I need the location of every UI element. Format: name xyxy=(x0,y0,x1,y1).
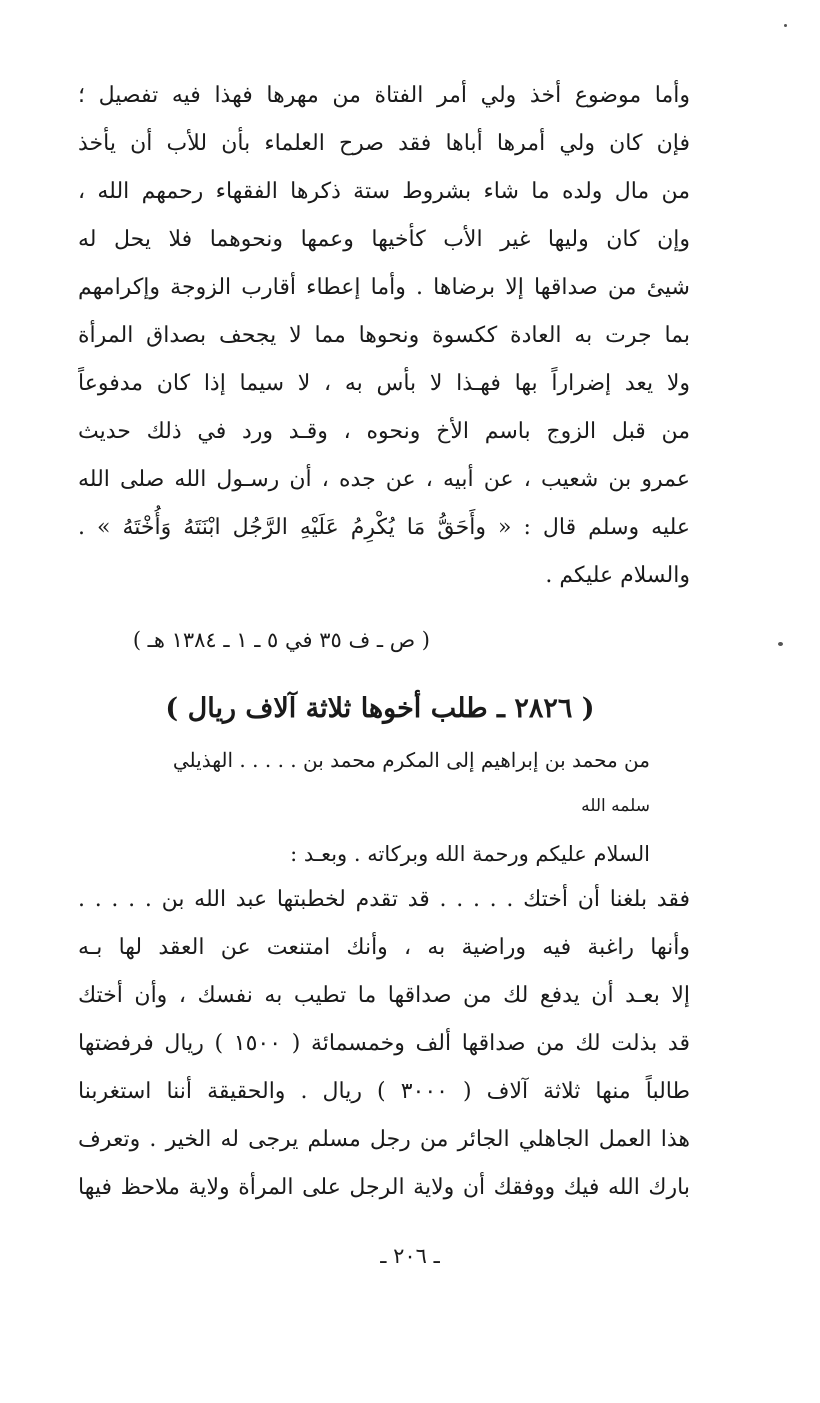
opening-paragraph xyxy=(78,72,690,600)
text-line: بما جرت به العادة ككسوة ونحوها مما لا يجحف بصداق المرأة xyxy=(78,323,690,348)
letter-heading: ( ٢٨٢٦ ـ طلب أخوها ثلاثة آلاف ريال ) xyxy=(165,693,595,724)
letter-body xyxy=(78,876,690,1212)
text-line: عمرو بن شعيب ، عن أبيه ، عن جده ، أن رسـول الله صلى الله xyxy=(78,467,690,492)
text-line: شيئ من صداقها إلا برضاها . وأما إعطاء أقارب الزوجة وإكرامهم xyxy=(78,275,690,300)
text-line: وأنها راغبة فيه وراضية به ، وأنك امتنعت عن العقد لها بـه xyxy=(78,935,690,960)
letter-greeting: السلام عليكم ورحمة الله وبركاته . وبعـد : xyxy=(290,842,650,866)
text-line: قد بذلت لك من صداقها ألف وخمسمائة ( ١٥٠٠ ) ريال فرفضتها xyxy=(78,1031,690,1056)
closing-salutation: والسلام عليكم . xyxy=(545,563,690,588)
scan-speck xyxy=(778,642,783,646)
hadith-line: عليه وسلم قال : « وأَحَقُّ مَا يُكْرِمُ عَلَيْهِ الرَّجُل ابْنَتَهُ وَأُخْتَهُ » . xyxy=(78,515,690,540)
text-line: وإن كان وليها غير الأب كأخيها وعمها ونحوهما فلا يحل له xyxy=(78,227,690,252)
text-line: ولا يعد إضراراً بها فهـذا لا بأس به ، لا سيما إذا كان مدفوعاً xyxy=(78,371,690,396)
text-line: فقد بلغنا أن أختك . . . . . قد تقدم لخطبتها عبد الله بن . . . . . xyxy=(78,887,690,912)
text-line: طالباً منها ثلاثة آلاف ( ٣٠٠٠ ) ريال . والحقيقة أننا استغربنا xyxy=(78,1079,690,1104)
scan-speck xyxy=(784,24,787,27)
text-line: من مال ولده ما شاء بشروط ستة ذكرها الفقهاء رحمهم الله ، xyxy=(78,179,690,204)
text-line: هذا العمل الجاهلي الجائر من رجل مسلم يرجى له الخير . وتعرف xyxy=(78,1127,690,1152)
text-line: بارك الله فيك ووفقك أن ولاية الرجل على المرأة ولاية ملاحظ فيها xyxy=(78,1175,690,1200)
page-number: ـ ٢٠٦ ـ xyxy=(380,1244,440,1268)
text-line: من قبل الزوج باسم الأخ ونحوه ، وقـد ورد في ذلك حديث xyxy=(78,419,690,444)
text-line: وأما موضوع أخذ ولي أمر الفتاة من مهرها فهذا فيه تفصيل ؛ xyxy=(78,83,690,108)
text-line: إلا بعـد أن يدفع لك من صداقها ما تطيب به نفسك ، وأن أختك xyxy=(78,983,690,1008)
sender-blessing: سلمه الله xyxy=(581,796,650,816)
reference-note: ( ص ـ ف ٣٥ في ٥ ـ ١ ـ ١٣٨٤ هـ ) xyxy=(132,628,430,652)
text-line: فإن كان ولي أمرها أباها فقد صرح العلماء بأن للأب أن يأخذ xyxy=(78,131,690,156)
letter-sender: من محمد بن إبراهيم إلى المكرم محمد بن . . . . . الهذيلي xyxy=(172,748,650,772)
